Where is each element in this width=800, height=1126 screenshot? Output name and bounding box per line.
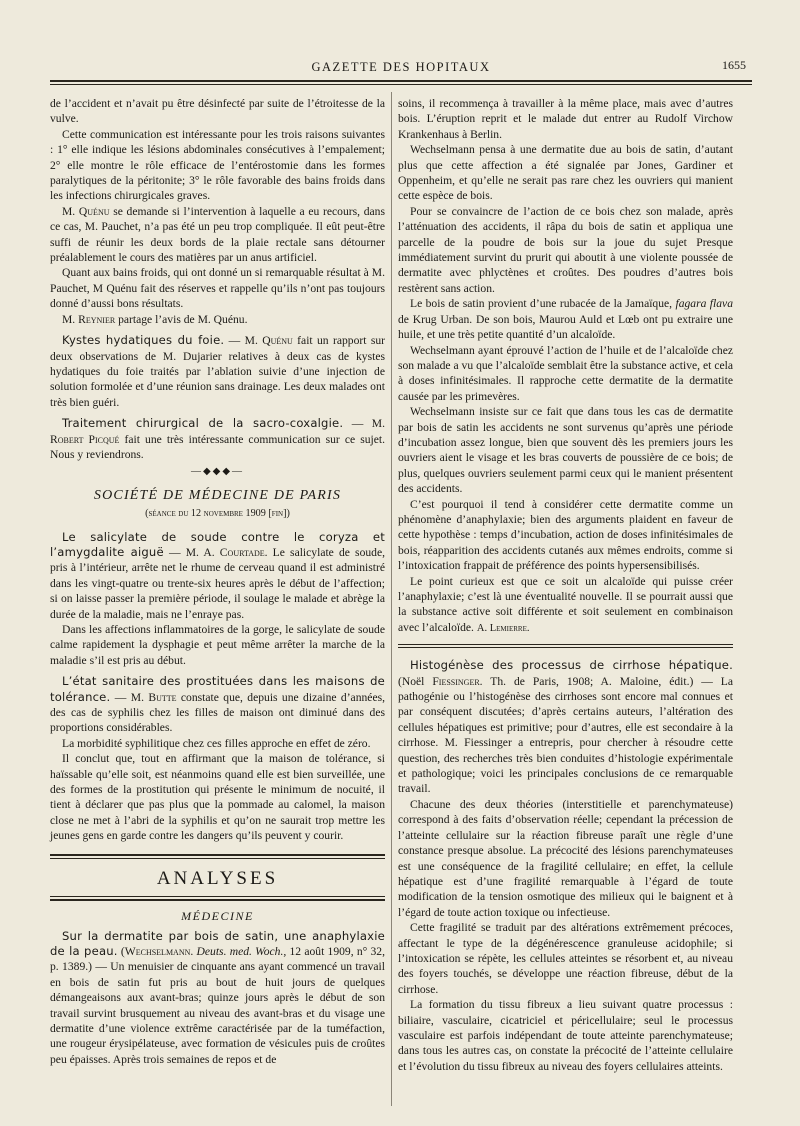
etat-heading: L’état sanitaire des prostituées dans les maisons de tolérance. [50,674,385,704]
author-name: M. Quénu [244,334,293,348]
journal-title: GAZETTE DES HOPITAUX [311,60,491,74]
paragraph: La formation du tissu fibreux a lieu suivant quatre processus : biliaire, vasculaire, cicatriciel et péricellulaire; seul le processus vasculaire est parfois indépendant de toute atteinte parenchymateuse; dans tous les autres cas, on constate la précocité de l’atteinte cellulaire et l’évolution du tissu fibreux au niveau des foyers cellulaires atteints. [398,998,733,1073]
etat-paragraph: L’état sanitaire des prostituées dans les maisons de tolérance. — M. Butte constate que, depuis une dizaine d’années, des cas de syphilis chez les filles de maison ont diminué dans des proportions considérables. [50,674,386,735]
author-name: M. Butte [130,690,177,704]
paragraph-text: partage l’avis de M. Quénu. [115,312,248,326]
paragraph: Dans les affections inflammatoires de la gorge, le salicylate de soude calme rapidement la dysphagie et peut même arrêter la marche de la maladie s’il est pris au début. [50,623,385,667]
paragraph: Wechselmann insiste sur ce fait que dans tous les cas de dermatite par bois de satin les accidents ne sont survenus qu’après une période d’incubation assez longue, bien que souvent dès les premiers jours les ouvriers aient le visage et les bras couverts de poussière de ce bois; de plus, quelques ouvriers seulement parmi ceux qui le manient présentent des accidents. [398,405,733,496]
paragraph: Chacune des deux théories (interstitielle et parenchymateuse) correspond à des faits d’observation réelle; cependant la précession de l’atteinte cellulaire sur la réaction fibreuse paraît une règle d’une constance presque absolue. La précocité des lésions parenchymateuses est une conséquence de la fragilité cellulaire; en effet, la cellule hépatique est d’une fragilité remarquable à l’égard de toute modification de la tension osmotique des milieux qui le baignent et à l’égard de toute action toxique ou infectieuse. [398,797,733,919]
journal-ref: Deuts. med. Woch., [193,944,287,958]
paragraph: de l’accident et n’avait pu être désinfecté par suite de l’étroitesse de la vulve. [50,97,385,126]
right-column [398,96,733,1074]
salicylate-paragraph: Le salicylate de soude contre le coryza et l’amygdalite aiguë — M. A. Courtade. Le salicylate de soude, pris à l’intérieur, arrête net le rhume de cerveau quand il est administré dans les vingt-quatre ou trente-six heures après le début de l’affection; si on laisse passer la première période, il soulage le malade et abrège la durée de la maladie, mais ne l’enraye pas. [50,529,385,621]
section-rule [398,644,733,645]
seance-date: (séance du 12 novembre 1909 [fin]) [145,508,290,520]
paragraph: Cette fragilité se traduit par des altérations extrêmement précoces, affectant le type de la dégénérescence granuleuse acidophile; si l’intoxication se répète, les cellules atteintes se résorbent et, au niveau des foyers touchés, se développe une réaction fibreuse, début de la cirrhose. [398,921,733,996]
salicylate-heading: Le salicylate de soude contre le coryza et l’amygdalite aiguë [50,529,385,559]
societe-heading: SOCIÉTÉ DE MÉDECINE DE PARIS [93,487,342,503]
column-divider [391,92,392,1106]
medecine-subheading: MÉDECINE [181,909,254,924]
paragraph: C’est pourquoi il tend à considérer cette dermatite comme un phénomène d’anaphylaxie; bien des arguments plaident en faveur de cette hypothèse : temps d’incubation, action de doses infinitésimales de bois, réapparition des accidents cutanés aux mêmes endroits, comme si l’intoxication frappait de préférence des points hypersensibilisés. [398,497,733,573]
author-name: Fiessinger. [432,674,483,688]
paragraph-text: Le bois de satin provient d’une rubacée de la Jamaïque, [410,297,676,311]
paragraph-text: Le point curieux est que ce soit un alcaloïde qui puisse créer l’anaphylaxie; c’est là une éventualité nouvelle. Il se pourrait aussi que la substance active soit différente et soit seulement en combinaison avec l’alcaloïde. [398,574,733,634]
analyses-banner [50,854,385,901]
author-name: M. Robert Picqué [50,417,386,446]
paragraph-text: de Krug Urban. De son bois, Maurou Auld et Lœb ont pu extraire une huile, et une très petite quantité d’un alcaloïde. [398,312,733,342]
header-rule-thin [50,84,752,85]
paragraph: Il conclut que, tout en affirmant que la maison de tolérance, si haïssable qu’elle soit, est néanmoins quand elle est bien surveillée, une des formes de la prostitution qui présente le minimum de nocuité, il tient à déclarer que pas plus que la pommade au calomel, la maison close ne met à l’abri de la syphilis et qu’on ne saurait trop mettre les jeunes gens en garde contre les dangers qu’ils peuvent y courir. [50,752,385,843]
page-header [50,58,752,78]
paragraph-text: constate que, depuis une dizaine d’années, des cas de syphilis chez les filles de maison ont diminué dans des proportions considérables. [50,690,386,735]
dermatite-heading: Sur la dermatite par bois de satin, une anaphylaxie de la peau. [50,928,385,958]
author-name: M. Reynier [62,312,116,326]
paragraph [50,312,385,327]
paragraph: Pour se convaincre de l’action de ce bois chez son malade, après l’atténuation des accidents, il râpa du bois de satin et appliqua une parcelle de la poudre de bois sur la joue du sujet Presque immédiatement survint du prurit qui aboutit à une violente poussée de dermatite avec phlyctènes et croûtes. Des poudres d’autres bois restèrent sans action. [398,204,733,295]
paragraph-text: fait une très intéressante communication sur ce sujet. Nous y reviendrons. [50,432,386,461]
paragraph-text: Le salicylate de soude, pris à l’intérieur, arrête net le rhume de cerveau quand il est administré dans les vingt-quatre ou trente-six heures après le début de l’affection; si on laisse passer la première période, il soulage le malade et abrège la durée de la maladie, mais ne l’enraye pas. [50,545,385,621]
section-rule [398,647,733,648]
ornament-divider: —◆◆◆— [190,466,245,478]
paragraph-text: 12 août 1909, n° 32, p. 1389.) — Un menuisier de cinquante ans ayant commencé un travail en bois de satin fut pris au bout de huit jours de quelques démangeaisons aux avant-bras; quinze jours après le début de son travail survint brusquement au niveau des avant-bras et du visage une dermatite d’une violence extrême caractérisée par de la tuméfaction, une rougeur érysipélateuse, avec formation de vésicules puis de croûtes peu épaisses. Après trois semaines de repos et de [50,944,385,1066]
histogenese-heading: Histogénèse des processus de cirrhose hépatique. [410,658,733,673]
author-name: M. A. Courtade. [185,545,268,559]
author-name: M. Quénu [62,204,110,218]
paragraph [398,574,733,637]
histogenese-paragraph [398,658,733,797]
paragraph: soins, il recommença à travailler à la même place, mais avec d’autres bois. L’éruption reprit et le malade dut entrer au Rudolf Virchow Krankenhaus à Berlin. [398,97,733,141]
paragraph-text: se demande si l’intervention à laquelle a eu recours, dans ce cas, M. Pauchet, n’a pas été un peu trop compliquée. Il eût peut-être suffi de réunir les deux bords de la plaie rectale sans détourner préalablement le cours des matières par un anus artificiel. [50,204,385,265]
signature: A. Lemierre. [476,622,530,634]
kystes-paragraph: Kystes hydatiques du foie. — M. Quénu fait un rapport sur deux observations de M. Dujarier relatives à deux cas de kystes hydatiques du foie traités par l’ablation suivie d’une injection de solution formolée et d’une réunion sans drainage. Les deux malades ont très bien guéri. [50,333,385,409]
header-rule-thick [50,80,752,82]
paragraph: Wechselmann ayant éprouvé l’action de l’huile et de l’alcaloïde chez son malade a vu que l’alcaloïde semblait être la substance active, et cela à doses infinitésimales. Il rapproche cette dermatite de la dermatite causée par les primevères. [398,343,733,403]
paragraph-text: (Noël [398,674,433,688]
analyses-heading: ANALYSES [156,867,279,889]
paragraph: Cette communication est intéressante pour les trois raisons suivantes : 1° elle indique les lésions abdominales consécutives à l’empalement; 2° elle montre le rôle efficace de l’entérostomie dans les formes paralytiques de la péritonite; 3° le rôle favorable des bains froids dans les infections chirurgicales graves. [50,127,385,203]
species-name: fagara flava [675,297,733,311]
author-name: (Wechselmann. [120,944,194,958]
page-number: 1655 [722,58,746,72]
paragraph [50,204,385,266]
left-column [50,96,385,1067]
paragraph-text: fait un rapport sur deux observations de M. Dujarier relatives à deux cas de kystes hydatiques du foie traités par l’ablation suivie d’une injection de solution formolée et d’une réunion sans drainage. Les deux malades ont très bien guéri. [50,334,385,409]
paragraph: La morbidité syphilitique chez ces filles approche en effet de zéro. [62,736,371,750]
traitement-paragraph: Traitement chirurgical de la sacro-coxalgie. — M. Robert Picqué fait une très intéressante communication sur ce sujet. Nous y reviendrons. [50,416,386,461]
paragraph-text: Th. de Paris, 1908; A. Maloine, édit.) — La pathogénie ou l’histogénèse des cirrhoses sont encore mal connues et par conséquent discutées; d’après certains auteurs, l’altération des cellules hépatiques est primitive; pour d’autres, elle est secondaire à la cirrhose. M. Fiessinger a entrepris, pour chercher à résoudre cette question, des recherches très bien conduites d’histologie expérimentale et pathologique; voici les principales conclusions de ce remarquable travail. [398,674,733,796]
paragraph: Quant aux bains froids, qui ont donné un si remarquable résultat à M. Pauchet, M Quénu fait des réserves et rappelle qu’ils n’ont pas toujours donné d’aussi bons résultats. [50,266,385,311]
kystes-heading: Kystes hydatiques du foie. [62,333,225,348]
traitement-heading: Traitement chirurgical de la sacro-coxalgie. [62,416,344,431]
paragraph [398,296,733,342]
dermatite-paragraph [50,929,385,1068]
paragraph: Wechselmann pensa à une dermatite due au bois de satin, d’autant plus que cette affection a été signalée par Jones, Gardiner et Oppenheim, et qu’elle ne serait pas rare chez les ouvriers qui manient cette espèce de bois. [398,143,733,203]
